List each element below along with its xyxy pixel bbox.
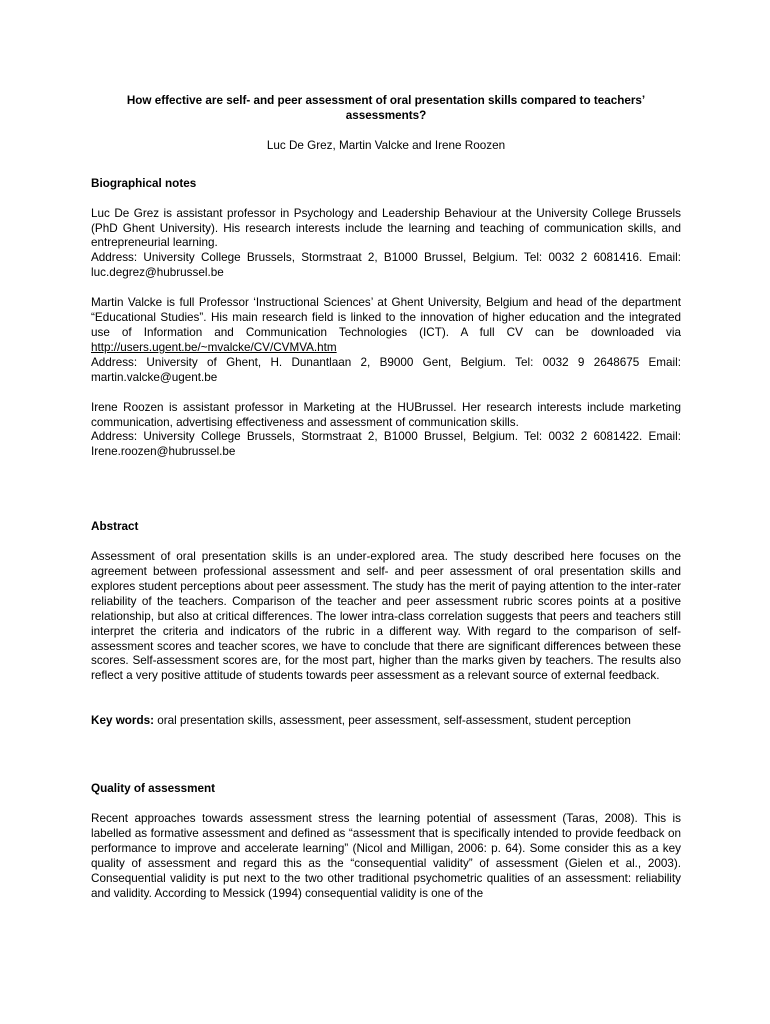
abstract-text: Assessment of oral presentation skills is an under-explored area. The study described here focuses on the agreement between professional assessment and self- and peer assessment of oral presentation skills and explores student perceptions about peer assessment. The study has the merit of paying attention to the inter-rater reliability of the teachers. Comparison of the teacher and peer assessment rubric scores points at a positive relationship, but also at critical differences. The lower intra-class correlation suggests that peers and teachers still interpret the criteria and indicators of the rubric in a different way. With regard to the comparison of self-assessment scores and teacher scores, we have to conclude that there are significant differences between these scores. Self-assessment scores are, for the most part, higher than the marks given by teachers. The results also reflect a very positive attitude of students towards peer assessment as a relevant source of external feedback. (91, 550, 681, 683)
bio-entry-valcke (91, 296, 681, 385)
bio-text (91, 296, 681, 356)
bio-address: Address: University College Brussels, Stormstraat 2, B1000 Brussel, Belgium. Tel: 0032 2 6081422. Email: Irene.roozen@hubrussel.be (91, 430, 681, 459)
bio-address: Address: University College Brussels, Stormstraat 2, B1000 Brussel, Belgium. Tel: 0032 2 6081416. Email: luc.degrez@hubrussel.be (91, 251, 681, 280)
bio-entry-roozen (91, 401, 681, 461)
bio-text: Irene Roozen is assistant professor in Marketing at the HUBrussel. Her research interests include marketing communication, advertising effectiveness and assessment of communication skills. (91, 400, 681, 429)
keywords-label: Key words: (91, 714, 154, 728)
document-page (91, 94, 681, 902)
bio-text-body: Martin Valcke is full Professor ‘Instructional Sciences’ at Ghent University, Belgium and head of the department “Educational Studies”. His main research field is linked to the innovation of higher education and the integrated use of Information and Communication Technologies (ICT). A full CV can be downloaded via (91, 296, 681, 339)
abstract-heading: Abstract (91, 520, 139, 534)
cv-link[interactable]: http://users.ugent.be/~mvalcke/CV/CVMVA.htm (91, 340, 337, 354)
keywords (91, 714, 681, 729)
biographical-notes-heading: Biographical notes (91, 176, 197, 190)
author-list: Luc De Grez, Martin Valcke and Irene Roozen (266, 138, 506, 152)
quality-text: Recent approaches towards assessment stress the learning potential of assessment (Taras, 2008). This is labelled as formative assessment and defined as “assessment that is specifically intended to provide feedback on performance to improve and accelerate learning” (Nicol and Milligan, 2006: p. 64). Some consider this as a key quality of assessment and regard this as the “consequential validity” of assessment (Gielen et al., 2003). Consequential validity is put next to the two other traditional psychometric qualities of an assessment: reliability and validity. According to Messick (1994) consequential validity is one of the (91, 812, 681, 900)
bio-address: Address: University of Ghent, H. Dunantlaan 2, B9000 Gent, Belgium. Tel: 0032 9 2648675 Email: martin.valcke@ugent.be (91, 355, 681, 384)
bio-text: Luc De Grez is assistant professor in Psychology and Leadership Behaviour at the University College Brussels (PhD Ghent University). His research interests include the learning and teaching of communication skills, and entrepreneurial learning. (91, 206, 681, 250)
bio-entry-de-grez (91, 207, 681, 282)
quality-heading: Quality of assessment (91, 782, 216, 796)
keywords-text: oral presentation skills, assessment, peer assessment, self-assessment, student perception (154, 714, 631, 728)
paper-title: How effective are self- and peer assessment of oral presentation skills compared to teachers’ assessments? (126, 94, 646, 122)
